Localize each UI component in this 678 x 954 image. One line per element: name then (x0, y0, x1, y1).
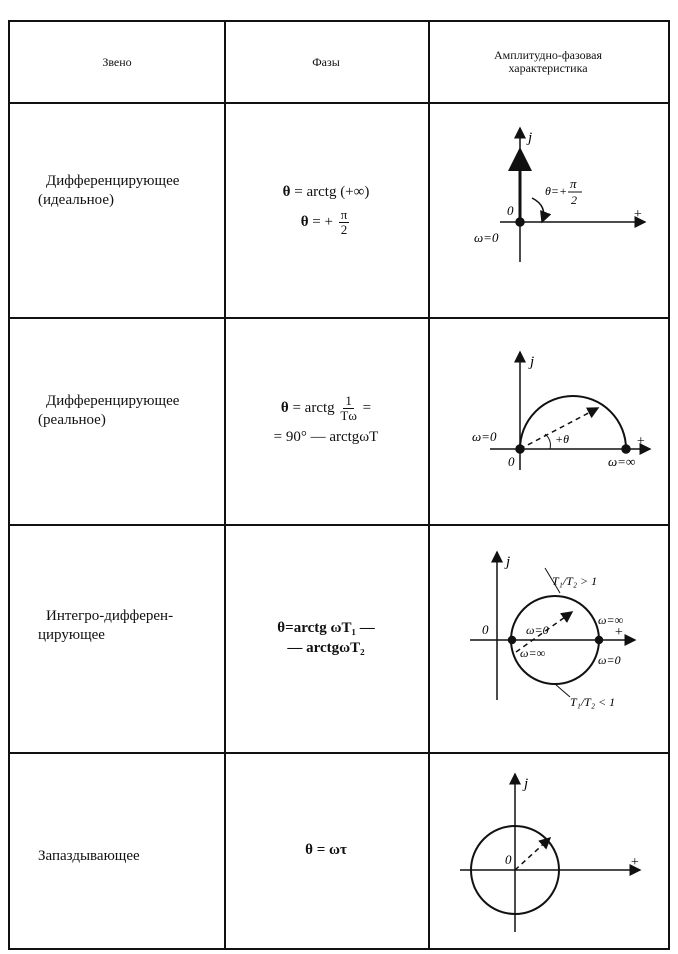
row3-label-omega-inf-inner: ω=∞ (520, 646, 546, 660)
row2-label-plus: + (636, 434, 646, 449)
row1-label-theta-num: π (570, 176, 577, 191)
row3-name-line1: Интегро-дифферен- (46, 608, 174, 624)
row1-origin-point (516, 218, 524, 226)
row3-label-omega0-inner: ω=0 (526, 623, 549, 637)
row1-label-j: j (528, 130, 533, 146)
row4-vector (515, 838, 550, 870)
row2-fraction: $\frac{1}{T\omega}$ (340, 393, 357, 423)
row1-formula-line2: θ = + $\frac{\pi}{2}$ (300, 207, 348, 237)
row3-point-left (509, 637, 516, 644)
row2-name-line1: Дифференцирующее (46, 393, 180, 409)
header-phases-label: Фазы (312, 54, 340, 69)
row2-name-line2: (реальное) (38, 412, 106, 428)
row1-label-theta: θ=+ (545, 184, 568, 198)
row3-formula-line1: θ=arctg ωT₁ — (277, 620, 375, 636)
header-zveno-label: Звено (102, 54, 132, 69)
row2-semicircle (520, 396, 626, 449)
header-afc-line1: Амплитудно-фазовая (493, 48, 603, 62)
row1-label-origin: 0 (507, 203, 514, 218)
row1-label-omega: ω=0 (474, 230, 499, 245)
row2-label-j: j (530, 354, 535, 370)
row1-name-line1: Дифференцирующее (46, 173, 180, 189)
row3-label-ratio-bottom: T₁/T₂ < 1 (570, 695, 616, 709)
row2-formula-line2: = 90° — arctgωT (273, 429, 379, 445)
row2-origin-point (516, 445, 524, 453)
row2-formula-line1: θ = arctg $\frac{1}{T\omega}$ = (280, 393, 372, 423)
row3-label-origin: 0 (482, 622, 489, 637)
row4-label-plus: + (630, 855, 640, 870)
row3-formula-line2: — arctgωT₂ (287, 640, 365, 656)
row1-label-plus: + (633, 207, 643, 222)
row3-name-line2: цирующее (38, 627, 105, 643)
row4-label-origin: 0 (505, 852, 512, 867)
header-afc-line2: характеристика (508, 61, 588, 75)
row3-label-omega-inf-right: ω=∞ (598, 613, 624, 627)
row1-name-line2: (идеальное) (38, 192, 114, 208)
row1-fraction: $\frac{\pi}{2}$ (340, 207, 348, 237)
row1-label-theta-den: 2 (571, 193, 577, 207)
row2-diagram (490, 352, 650, 470)
row2-label-theta: +θ (555, 432, 569, 446)
row1-angle-arc (532, 198, 544, 222)
row4-label-j: j (524, 776, 529, 792)
row3-label-ratio-top: T₁/T₂ > 1 (552, 574, 598, 588)
row3-leader-bottom (555, 684, 570, 697)
row2-label-omega-inf: ω=∞ (608, 454, 636, 469)
row4-diagram (460, 774, 640, 932)
row4-name-line1: Запаздывающее (38, 848, 140, 864)
row1-formula-line1: θ = arctg (+∞) (282, 184, 370, 200)
row3-label-j: j (506, 554, 511, 570)
row3-label-plus: + (614, 625, 624, 640)
row2-label-origin: 0 (508, 454, 515, 469)
row3-label-omega0-right: ω=0 (598, 653, 621, 667)
row2-label-omega0: ω=0 (472, 429, 497, 444)
row4-formula-line1: θ = ωτ (305, 842, 347, 858)
row2-end-point (622, 445, 630, 453)
row3-point-right (596, 637, 603, 644)
